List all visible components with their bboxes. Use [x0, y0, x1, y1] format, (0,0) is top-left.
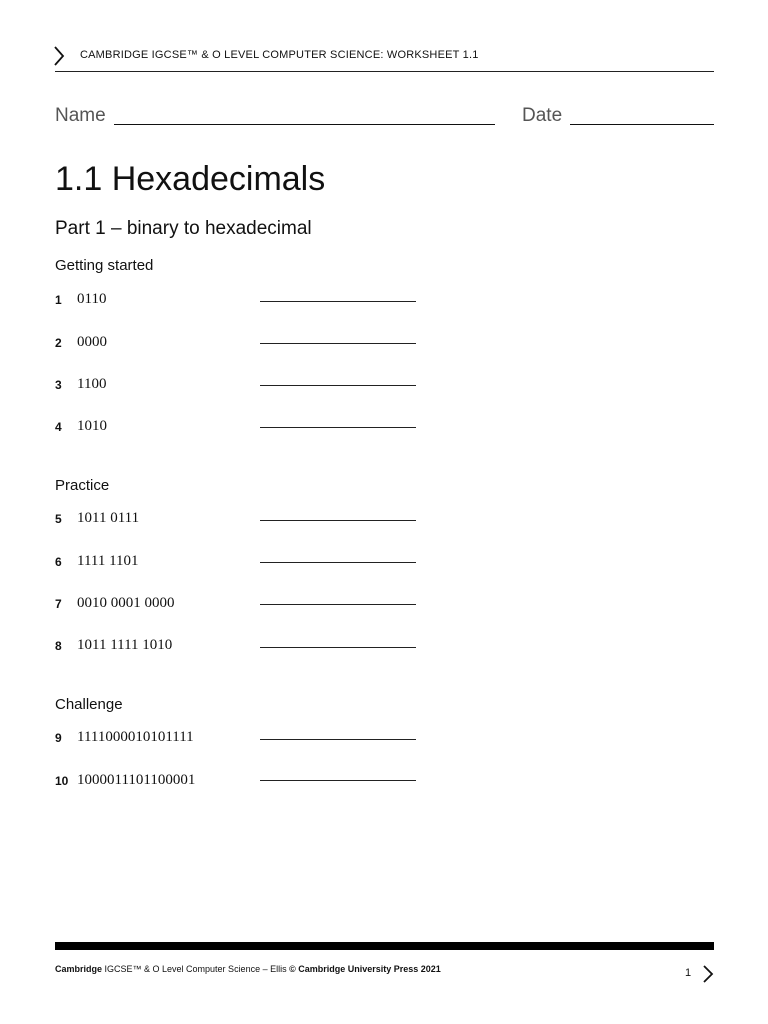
question-number: 9 — [55, 731, 62, 745]
question-number: 6 — [55, 555, 62, 569]
answer-line[interactable] — [260, 427, 416, 428]
question-value: 0000 — [77, 334, 107, 350]
question-number: 10 — [55, 774, 69, 788]
header-rule — [55, 71, 714, 72]
footer-credit — [55, 964, 441, 974]
footer-bar — [55, 942, 714, 950]
question-number: 7 — [55, 597, 62, 611]
date-field[interactable] — [570, 124, 714, 125]
question-number: 8 — [55, 639, 62, 653]
footer-brand: Cambridge — [55, 964, 103, 974]
chevron-right-icon[interactable] — [702, 964, 714, 984]
page-number: 1 — [685, 967, 692, 979]
question-value: 1100 — [77, 376, 107, 392]
answer-line[interactable] — [260, 647, 416, 648]
question-number: 4 — [55, 420, 62, 434]
question-value: 0010 0001 0000 — [77, 595, 175, 611]
question-value: 1011 1111 1010 — [77, 637, 173, 653]
worksheet-header: CAMBRIDGE IGCSE™ & O LEVEL COMPUTER SCIENCE: WORKSHEET 1.1 — [80, 49, 479, 61]
answer-line[interactable] — [260, 739, 416, 740]
name-label: Name — [55, 105, 106, 126]
section-heading: Practice — [55, 477, 110, 494]
section-heading: Getting started — [55, 257, 154, 274]
question-value: 1011 0111 — [77, 510, 140, 526]
question-value: 1000011101100001 — [77, 772, 196, 788]
footer-text: IGCSE™ & O Level Computer Science – Ellis — [102, 964, 290, 974]
question-number: 5 — [55, 512, 62, 526]
question-number: 2 — [55, 336, 62, 350]
answer-line[interactable] — [260, 562, 416, 563]
question-value: 0110 — [77, 291, 107, 307]
section-heading: Challenge — [55, 696, 123, 713]
question-value: 1010 — [77, 418, 107, 434]
answer-line[interactable] — [260, 780, 416, 781]
part-heading: Part 1 – binary to hexadecimal — [55, 218, 312, 239]
date-label: Date — [522, 105, 563, 126]
chevron-right-icon — [52, 45, 66, 67]
page-title: 1.1 Hexadecimals — [55, 160, 326, 198]
question-number: 3 — [55, 378, 62, 392]
answer-line[interactable] — [260, 604, 416, 605]
question-number: 1 — [55, 293, 62, 307]
answer-line[interactable] — [260, 343, 416, 344]
footer-copyright: © Cambridge University Press 2021 — [289, 964, 441, 974]
answer-line[interactable] — [260, 520, 416, 521]
question-value: 1111000010101111 — [77, 729, 194, 745]
answer-line[interactable] — [260, 301, 416, 302]
question-value: 1111 1101 — [77, 553, 139, 569]
answer-line[interactable] — [260, 385, 416, 386]
name-field[interactable] — [114, 124, 495, 125]
